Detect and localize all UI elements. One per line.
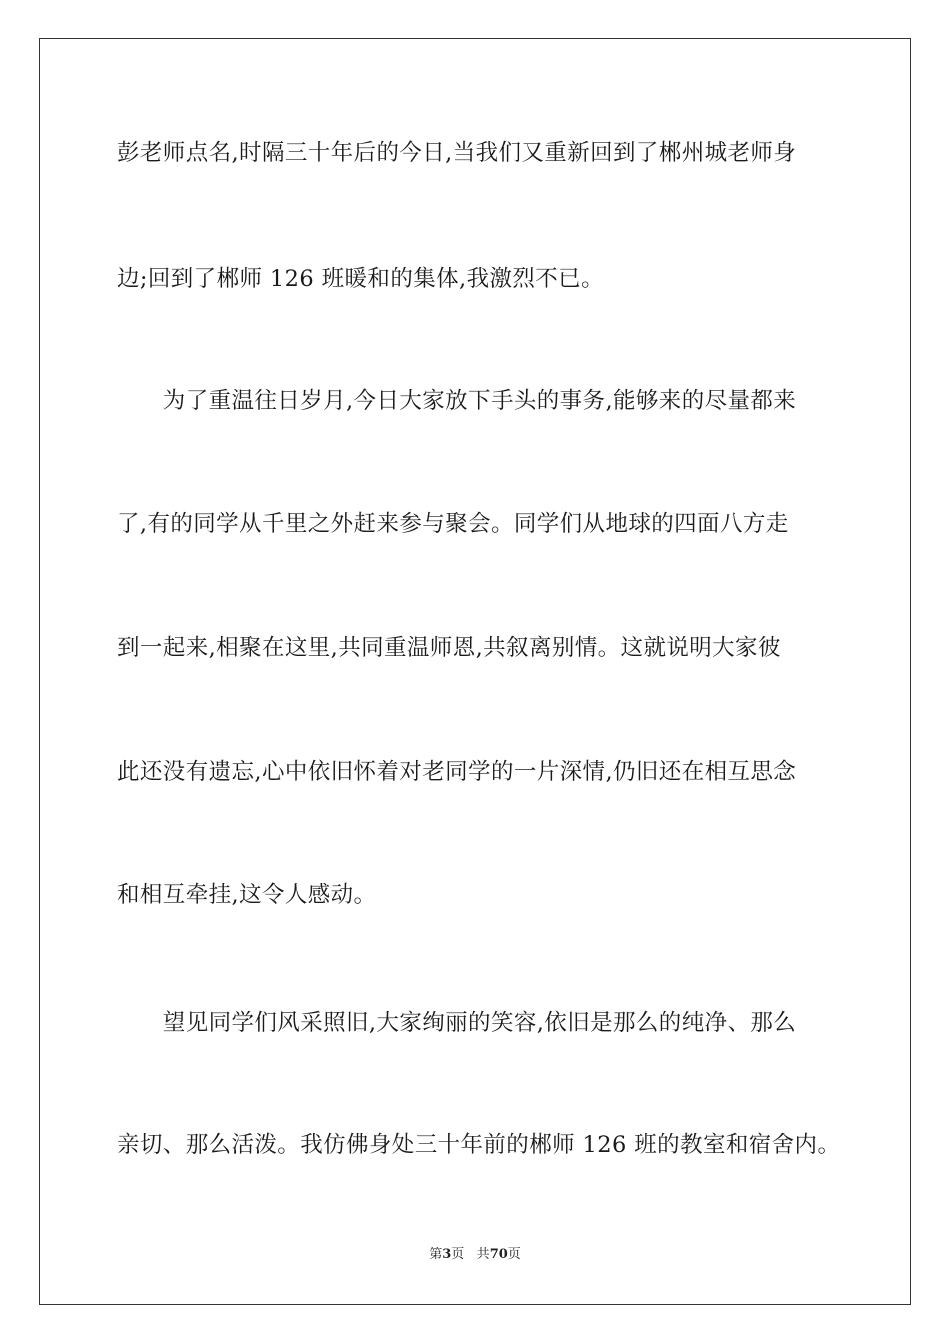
page-border xyxy=(39,38,911,1305)
text-line: 彭老师点名,时隔三十年后的今日,当我们又重新回到了郴州城老师身 xyxy=(117,140,797,166)
text-line: 边;回到了郴师 126 班暖和的集体,我激烈不已。 xyxy=(117,266,604,292)
text-line: 到一起来,相聚在这里,共同重温师恩,共叙离别情。这就说明大家彼 xyxy=(117,635,781,661)
page-suffix: 页 xyxy=(451,1247,465,1262)
total-suffix: 页 xyxy=(507,1247,521,1262)
total-prefix: 共 xyxy=(476,1247,490,1262)
text-line: 了,有的同学从千里之外赶来参与聚会。同学们从地球的四面八方走 xyxy=(117,511,789,537)
text-line: 为了重温往日岁月,今日大家放下手头的事务,能够来的尽量都来 xyxy=(117,388,797,414)
text-line: 望见同学们风采照旧,大家绚丽的笑容,依旧是那么的纯净、那么 xyxy=(117,1010,797,1036)
total-pages: 70 xyxy=(489,1247,508,1262)
page-prefix: 第 xyxy=(429,1247,443,1262)
text-line: 此还没有遗忘,心中依旧怀着对老同学的一片深情,仍旧还在相互思念 xyxy=(117,759,797,785)
page-number: 3 xyxy=(442,1247,452,1262)
text-line: 和相互牵挂,这令人感动。 xyxy=(117,882,377,908)
page-footer xyxy=(0,1246,950,1264)
text-line: 亲切、那么活泼。我仿佛身处三十年前的郴师 126 班的教室和宿舍内。 xyxy=(117,1132,841,1158)
